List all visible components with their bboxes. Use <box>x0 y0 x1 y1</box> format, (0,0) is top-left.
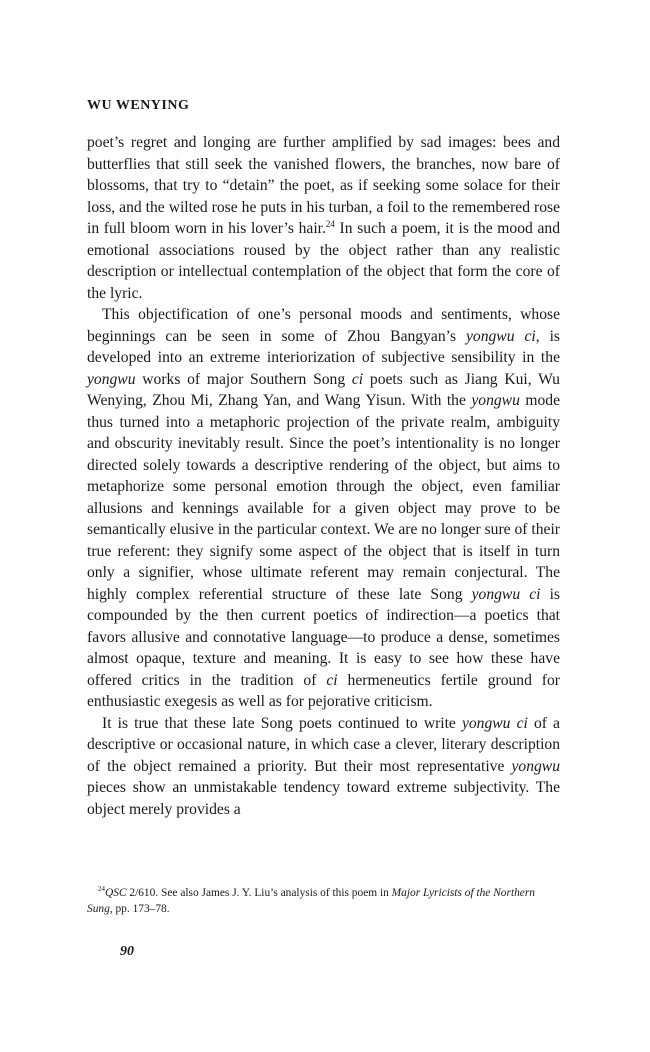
footnote-text: , pp. 173–78. <box>109 902 170 915</box>
paragraph-3 <box>87 713 560 821</box>
paragraph-1-text-b: In such a poem, it is the mood and emotional associations roused by the object rather than any realistic description or intellectual contemplation of the object that form the core of the lyric. <box>87 220 560 302</box>
footnote-source-abbrev: QSC <box>105 887 127 899</box>
footnote-24 <box>87 886 560 917</box>
footnote-reference-24[interactable]: 24 <box>325 218 335 229</box>
paragraph-3-text: of a descriptive or occasional nature, in which case a clever, literary description of the object remained a priority. But their most representative <box>87 714 560 775</box>
paragraph-1 <box>87 132 560 304</box>
paragraph-3-text: pieces show an unmistakable tendency toward extreme subjectivity. The object merely provides a <box>87 779 560 818</box>
italic-term: yongwu ci <box>461 714 528 732</box>
paragraph-3-text: It is true that these late Song poets continued to write <box>102 714 462 732</box>
footnote-mark: 24 <box>98 885 105 894</box>
italic-term: yongwu ci <box>471 585 541 603</box>
italic-term: yongwu <box>471 392 520 409</box>
paragraph-2-text: poets such as Jiang Kui, Wu Wenying, Zhou Mi, Zhang Yan, and Wang Yisun. With the <box>87 370 560 409</box>
paragraph-2-text: , is developed into an extreme interiorization of subjective sensibility in the <box>87 327 560 366</box>
running-head: WU WENYING <box>87 98 190 113</box>
paragraph-1-text-a: poet’s regret and longing are further amplified by sad images: bees and butterflies that still seek the vanished flowers, the branches, now bare of blossoms, that try to “detain” the poet, as if seeking some solace for their loss, and the wilted rose he puts in his turban, a foil to the remembered rose in full bloom worn in his lover’s hair. <box>87 134 560 237</box>
paragraph-2-text: mode thus turned into a metaphoric projection of the private realm, ambiguity and obscurity inevitably result. Since the poet’s intentionality is no longer directed solely towards a descriptive rendering of the object, but aims to metaphorize some personal emotion through the object, even familiar allusions and kennings available for a given object may prove to be semantically elusive in the particular context. We are no longer sure of their true referent: they signify some aspect of the object that is itself in turn only a signifier, whose ultimate referent may remain conjectural. The highly complex referential structure of these late Song <box>87 392 561 603</box>
paragraph-2 <box>87 304 560 713</box>
paragraph-2-text: hermeneutics fertile ground for enthusiastic exegesis as well as for pejorative criticism. <box>87 671 560 710</box>
paragraph-2-text: This objectification of one’s personal moods and sentiments, whose beginnings can be seen in some of Zhou Bangyan’s <box>87 306 560 345</box>
footnote-text: 2/610. See also James J. Y. Liu’s analysis of this poem in <box>126 887 392 899</box>
italic-term: ci <box>351 370 364 388</box>
italic-term: ci <box>326 671 338 689</box>
italic-term: yongwu <box>87 370 136 388</box>
body-text <box>87 132 560 820</box>
paragraph-2-text: is compounded by the then current poetics of indirection—a poetics that favors allusive and connotative language—to produce a dense, sometimes almost opaque, texture and meaning. It is easy to see how these have offered critics in the tradition of <box>87 585 560 689</box>
italic-term: yongwu <box>511 757 560 775</box>
page-number: 90 <box>120 944 134 959</box>
footnote-book-title: Major Lyricists of the Northern Sung <box>87 887 535 915</box>
paragraph-2-text: works of major Southern Song <box>135 370 352 388</box>
italic-term: yongwu ci <box>465 327 536 345</box>
